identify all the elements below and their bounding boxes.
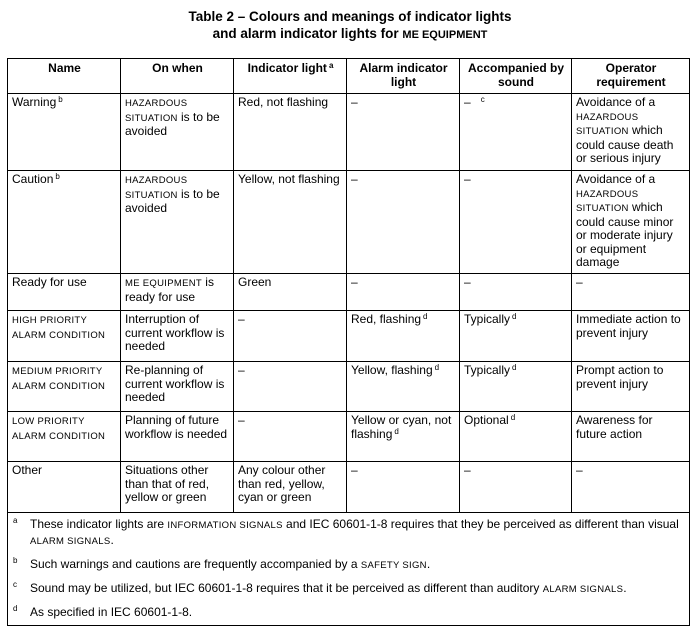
footnote-mark: c — [13, 580, 17, 589]
table-row — [8, 171, 690, 274]
cell-alarm-indicator — [347, 94, 460, 171]
smallcaps-term: ALARM SIGNALS — [30, 536, 111, 547]
alarm-text: – — [351, 463, 358, 477]
footnote-mark: b — [13, 556, 18, 565]
on-when-text: is ready for use — [125, 275, 214, 304]
cell-on-when: Situations other than that of red, yellow or green — [121, 462, 234, 513]
cell-operator-requirement — [572, 274, 690, 311]
cell-operator-requirement: – — [572, 462, 690, 513]
cell-indicator-light: Red, not flashing — [234, 94, 347, 171]
footnote-text: . — [426, 557, 431, 571]
sound-text: Typically — [464, 363, 511, 377]
cell-indicator-light: – — [234, 311, 347, 362]
cell-sound — [460, 462, 572, 513]
cell-alarm-indicator — [347, 311, 460, 362]
header-accompanied-by-sound: Accompanied by sound — [460, 59, 572, 94]
cell-indicator-light: – — [234, 362, 347, 412]
footnote-ref: d — [510, 413, 516, 422]
row-name-smallcaps: LOW PRIORITY ALARM CONDITION — [12, 416, 106, 442]
smallcaps-term: INFORMATION SIGNALS — [167, 520, 283, 531]
footnote-c — [12, 581, 681, 597]
cell-name — [8, 94, 121, 171]
op-text: Avoidance of a — [576, 95, 656, 109]
footnotes-row — [8, 513, 690, 626]
cell-on-when — [121, 274, 234, 311]
footnote-ref: d — [434, 363, 440, 372]
alarm-text: Yellow, flashing — [351, 363, 433, 377]
footnote-ref: d — [423, 312, 428, 321]
cell-name — [8, 412, 121, 462]
op-text: which could cause minor or moderate injury or equipment damage — [576, 200, 674, 269]
header-on-when: On when — [121, 59, 234, 94]
footnote-d — [12, 605, 681, 619]
cell-alarm-indicator — [347, 362, 460, 412]
cell-operator-requirement: Immediate action to prevent injury — [572, 311, 690, 362]
cell-alarm-indicator — [347, 274, 460, 311]
footnote-b — [12, 557, 681, 573]
op-text: which could cause death or serious injury — [576, 123, 674, 165]
cell-indicator-light: Any colour other than red, yellow, cyan or green — [234, 462, 347, 513]
smallcaps-term: ALARM SIGNALS — [542, 584, 624, 595]
cell-alarm-indicator — [347, 462, 460, 513]
table-row — [8, 412, 690, 462]
cell-sound — [460, 362, 572, 412]
cell-name — [8, 362, 121, 412]
footnote-mark: d — [13, 604, 18, 613]
smallcaps-term: HAZARDOUS SITUATION — [576, 111, 639, 137]
on-when-text: is to be avoided — [125, 109, 220, 138]
cell-operator-requirement: Awareness for future action — [572, 412, 690, 462]
header-operator-requirement: Operator requirement — [572, 59, 690, 94]
header-alarm-indicator-light: Alarm indicator light — [347, 59, 460, 94]
cell-on-when: Re-planning of current workflow is needed — [121, 362, 234, 412]
smallcaps-term: HAZARDOUS SITUATION — [125, 98, 188, 124]
title-line2-smallcaps: ME EQUIPMENT — [402, 29, 488, 41]
row-name: Ready for use — [12, 275, 87, 289]
sound-text: – — [464, 463, 471, 477]
smallcaps-term: HAZARDOUS SITUATION — [125, 175, 188, 201]
sound-text: Typically — [464, 312, 511, 326]
alarm-text: Yellow or cyan, not flashing — [351, 413, 452, 441]
op-text: Avoidance of a — [576, 172, 656, 186]
on-when-text: is to be avoided — [125, 186, 220, 215]
sound-text: – — [464, 95, 471, 109]
alarm-text: – — [351, 95, 358, 109]
cell-alarm-indicator — [347, 412, 460, 462]
cell-name — [8, 462, 121, 513]
table-row — [8, 274, 690, 311]
cell-sound — [460, 171, 572, 274]
sound-text: Optional — [464, 413, 509, 427]
cell-indicator-light: Green — [234, 274, 347, 311]
cell-indicator-light: Yellow, not flashing — [234, 171, 347, 274]
table-row — [8, 94, 690, 171]
cell-name — [8, 171, 121, 274]
footnote-ref: d — [512, 363, 517, 372]
footnote-text: . — [110, 533, 114, 547]
alarm-text: – — [351, 172, 358, 186]
cell-operator-requirement — [572, 94, 690, 171]
footnote-ref: c — [480, 95, 485, 104]
cell-name — [8, 274, 121, 311]
row-name-smallcaps: HIGH PRIORITY ALARM CONDITION — [12, 315, 106, 341]
header-indicator-light-text: Indicator light — [247, 61, 327, 75]
header-row — [8, 59, 690, 94]
footnote-ref: a — [328, 61, 334, 70]
alarm-text: Red, flashing — [351, 312, 422, 326]
footnote-ref: b — [55, 172, 60, 181]
header-indicator-light — [234, 59, 347, 94]
indicator-lights-table — [7, 58, 690, 626]
sound-text: – — [464, 275, 471, 289]
cell-name — [8, 311, 121, 362]
sound-text: – — [464, 172, 471, 186]
smallcaps-term: ME EQUIPMENT — [125, 278, 202, 289]
footnote-text: . — [623, 581, 627, 595]
cell-alarm-indicator — [347, 171, 460, 274]
footnote-ref: b — [58, 95, 63, 104]
footnote-ref: d — [394, 426, 399, 436]
row-name: Caution — [12, 172, 54, 186]
footnote-text: As specified in IEC 60601-1-8. — [30, 605, 193, 619]
row-name-smallcaps: MEDIUM PRIORITY ALARM CONDITION — [12, 366, 106, 392]
alarm-text: – — [351, 275, 358, 289]
row-name: Other — [12, 463, 43, 477]
footnote-text: Sound may be utilized, but IEC 60601-1-8 requires that it be perceived as different than auditory — [30, 581, 543, 595]
footnote-text: and IEC 60601-1-8 requires that they be perceived as different than visual — [282, 517, 679, 531]
cell-on-when: Interruption of current workflow is needed — [121, 311, 234, 362]
table-row — [8, 362, 690, 412]
cell-on-when — [121, 94, 234, 171]
footnote-ref: d — [512, 312, 517, 321]
footnote-mark: a — [13, 516, 18, 525]
table-row — [8, 311, 690, 362]
cell-sound — [460, 94, 572, 171]
footnote-text: These indicator lights are — [30, 517, 168, 531]
cell-sound — [460, 311, 572, 362]
cell-indicator-light: – — [234, 412, 347, 462]
footnote-text: Such warnings and cautions are frequently accompanied by a — [30, 557, 361, 571]
footnote-a — [12, 517, 681, 549]
table-title-line2 — [0, 25, 700, 44]
cell-sound — [460, 412, 572, 462]
table-row — [8, 462, 690, 513]
cell-sound — [460, 274, 572, 311]
table-title — [0, 8, 700, 44]
cell-operator-requirement: Prompt action to prevent injury — [572, 362, 690, 412]
cell-on-when: Planning of future workflow is needed — [121, 412, 234, 462]
table-title-line1: Table 2 – Colours and meanings of indicator lights — [188, 9, 512, 24]
smallcaps-term: HAZARDOUS SITUATION — [576, 188, 639, 214]
op-text: – — [576, 275, 583, 289]
cell-operator-requirement — [572, 171, 690, 274]
row-name: Warning — [12, 95, 57, 109]
cell-on-when — [121, 171, 234, 274]
smallcaps-term: SAFETY SIGN — [360, 560, 427, 571]
header-name: Name — [8, 59, 121, 94]
footnotes — [8, 513, 690, 626]
title-line2-text: and alarm indicator lights for — [212, 26, 403, 41]
